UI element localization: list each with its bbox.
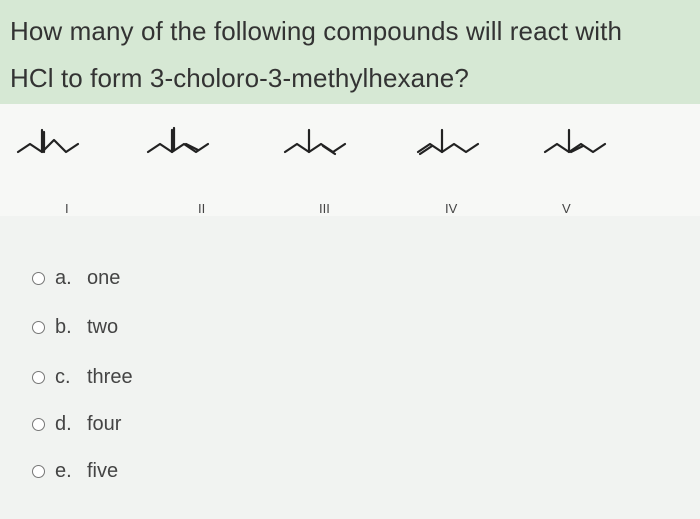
structure-label-1: I: [65, 201, 69, 216]
structure-label-2: II: [198, 201, 206, 216]
option-letter: b.: [55, 315, 72, 338]
option-text: two: [87, 315, 119, 338]
option-letter: d.: [55, 412, 72, 435]
structure-label-4: IV: [445, 201, 458, 216]
option-b[interactable]: [32, 314, 118, 340]
question-text-line-2: HCl to form 3-choloro-3-methylhexane?: [10, 63, 469, 93]
option-text: three: [87, 365, 133, 388]
option-e[interactable]: [32, 458, 118, 484]
radio-button[interactable]: [32, 418, 45, 431]
skeletal-structures: [0, 104, 700, 216]
radio-button[interactable]: [32, 321, 45, 334]
structure-label-5: V: [562, 201, 571, 216]
structure-3-drawing: [285, 130, 345, 154]
structures-panel: [0, 104, 700, 216]
structure-2-drawing: [148, 128, 208, 152]
option-letter: e.: [55, 459, 72, 482]
radio-button[interactable]: [32, 272, 45, 285]
radio-button[interactable]: [32, 465, 45, 478]
radio-button[interactable]: [32, 371, 45, 384]
structure-1-drawing: [18, 130, 78, 152]
option-text: four: [87, 412, 122, 435]
option-letter: c.: [55, 365, 71, 388]
option-letter: a.: [55, 266, 72, 289]
question-text-line-1: How many of the following compounds will react with: [10, 16, 623, 46]
structure-4-drawing: [418, 130, 478, 154]
structure-5-drawing: [545, 130, 605, 152]
option-d[interactable]: [32, 411, 121, 437]
option-text: five: [87, 459, 119, 482]
question-header: [0, 0, 700, 104]
option-text: one: [87, 266, 121, 289]
structure-label-3: III: [319, 201, 330, 216]
option-a[interactable]: [32, 265, 120, 291]
option-c[interactable]: [32, 364, 133, 390]
